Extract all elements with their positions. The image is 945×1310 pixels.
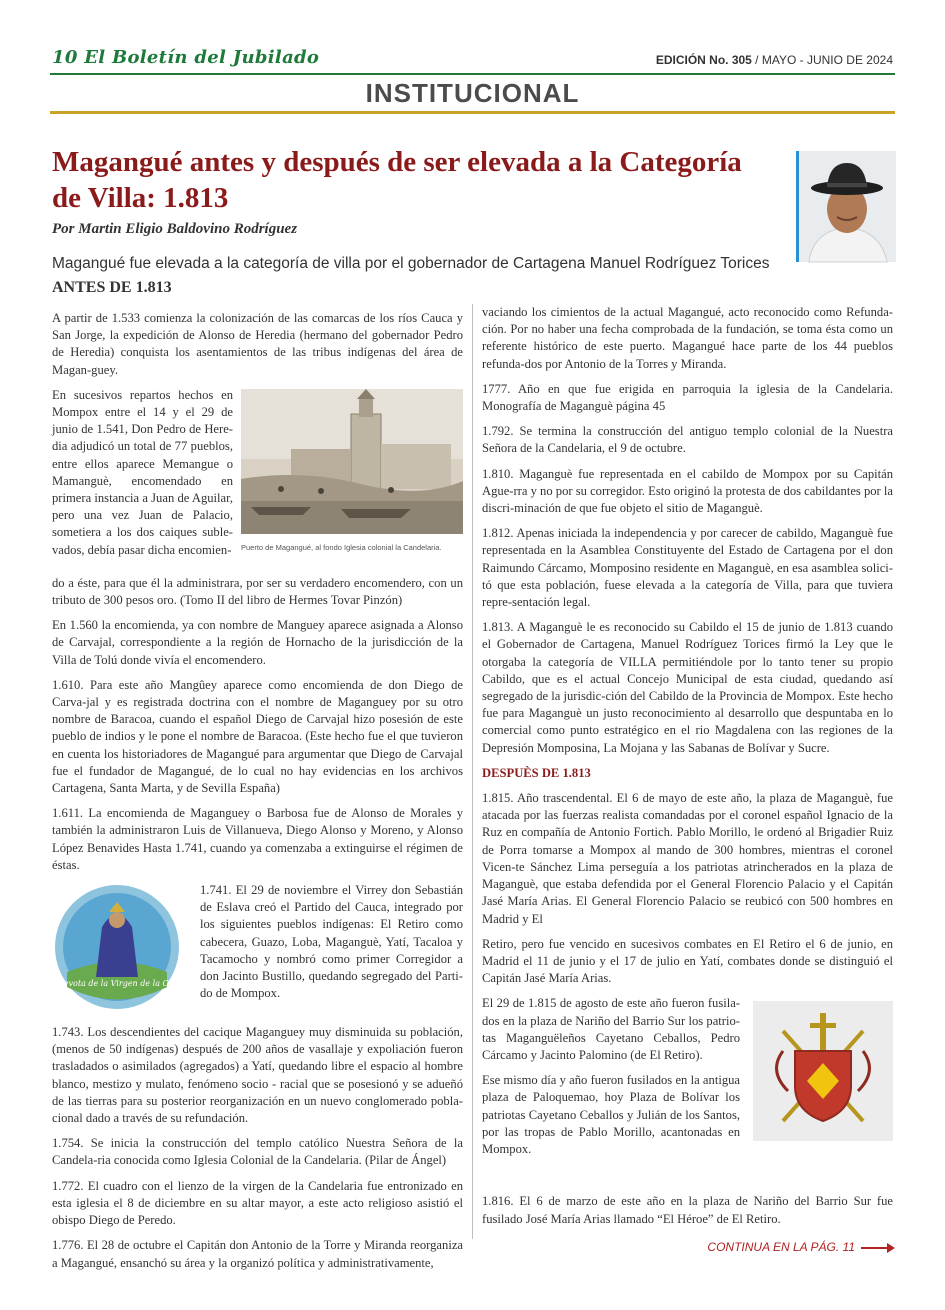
arrow-right-icon <box>861 1247 893 1249</box>
paragraph: 1.610. Para este año Mangûey aparece como encomienda de don Diego de Carva-jal y es registrada doctrina con el nombre de Maganguey por su otro nombre de Baracoa, cuando el español Diego de Carvajal hizo posesión de este pueblo de indios y le pone el nombre de Baracoa. (Este hecho fue el que tuvieron en cuenta los historiadores de Magangué para argumentar que Diego de Carvajal fue el fundador de Magangué, de lo cual no hay evidencias en los archivos Cartagena, Santa Marta, y de Sevilla España) <box>52 677 463 796</box>
paragraph: Retiro, pero fue vencido en sucesivos combates en El Retiro el 6 de junio, en Madrid el 11 de junio y el 17 de julio en Yatí, combates donde se distinguió el Capitán Jasé María Arias. <box>482 936 893 986</box>
paragraph-wrap: 1.741. El 29 de noviembre el Virrey don Sebastián de Eslava creó el Partido del Cauca, integrado por los siguientes pueblos indígenas: El Retiro como cabecera, Guazo, Loba, Maganguè, Yatí, Tacaloa y Tacamocho y nombró como primer Corregidor a don Jacinto Bustillo, quedando segregado del Parti-do de Mompox. <box>200 883 463 1001</box>
edition-date: / MAYO - JUNIO DE 2024 <box>751 53 893 67</box>
coat-of-arms-image <box>753 1001 893 1141</box>
column-divider <box>472 304 473 1239</box>
paragraph: 1.815. Año trascendental. El 6 de mayo de este año, la plaza de Maganguè, fue atacada por las fuerzas realista comandadas por el coronel español Ignacio de la Ruz en compañía de Antonio Fortich. Pablo Morillo, le ordenó al Brigadier Ruiz de Porra tomarse a Mompox al mando de 300 hombres, mientras el coronel Vicen-te Sánchez Lima perseguía a los patriotas atrincherados en la plaza de Maganguè, que estaba defendida por el General Florencio Palacio y el Capitán Jasé María Arias. El General Florencio Palacio se reubicó con 500 hombres en Madrid y El <box>482 791 893 926</box>
wrap-text <box>482 995 740 1166</box>
article-author: Por Martin Eligio Baldovino Rodríguez <box>52 221 298 237</box>
paragraph: 1.816. El 6 de marzo de este año en la plaza de Nariño del Barrio Sur fue fusilado José María Arias llamado “El Héroe” de El Retiro. <box>482 1194 893 1226</box>
paragraph: vaciando los cimientos de la actual Magangué, acto reconocido como Refunda-ción. Por no haber una fecha comprobada de la fundación, se toma ésta como un referente histórico de este puerto. Magangué hace parte de los 44 pueblos refunda-dos por Antonio de la Torres y Miranda. <box>482 305 893 371</box>
edition-info <box>656 53 893 67</box>
edition-number: EDICIÓN No. 305 <box>655 53 752 67</box>
subheading-after: DESPUÈS DE 1.813 <box>482 765 591 780</box>
virgin-seal-image <box>27 882 207 1012</box>
header-rule <box>50 73 895 75</box>
wrap-block <box>27 882 463 1016</box>
photo-caption: Puerto de Magangué, al fondo Iglesia colonial la Candelaria. <box>241 543 442 553</box>
paragraph: 1.754. Se inicia la construcción del templo católico Nuestra Señora de la Candela-ria conocida como Iglesia Colonial de la Candelaria. (Pilar de Ángel) <box>52 1136 463 1168</box>
paragraph: 1.611. La encomienda de Maganguey o Barbosa fue de Alonso de Morales y también la administraron Luis de Villanueva, Diego Alonso y Moreno, y Alonso López Benavides Hasta 1.741, cuando ya comenzaba a extinguirse el régimen de éstas. <box>52 806 463 872</box>
publication-title: 10 El Boletín del Jubilado <box>52 47 320 68</box>
paragraph: Ese mismo día y año fueron fusilados en la antigua plaza de Paloquemao, hoy Plaza de Bolívar los patriotas Cayetano Ceballos y Julián de los Santos, por las tropas de Pablo Morillo, acantonadas en Mompox. <box>482 1073 740 1156</box>
article-lead: Magangué fue elevada a la categoría de villa por el gobernador de Cartagena Manuel Rodríguez Torices <box>52 255 770 272</box>
author-photo <box>796 151 896 262</box>
paragraph: El 29 de 1.815 de agosto de este año fueron fusila-dos en la plaza de Nariño del Barrio Sur los patrio-tas Maganguëleños Cayetano Ceballos, Pedro Cárcamo y Jacinto Palomino (de El Retiro). <box>482 996 740 1062</box>
paragraph: 1777. Año en que fue erigida en parroquia la iglesia de la Candelaria. Monografía de Maganguè página 45 <box>482 381 893 414</box>
article-title: Magangué antes y después de ser elevada a la Categoría de Villa: 1.813 <box>52 146 742 214</box>
wrap-block <box>482 995 893 1185</box>
subheading-before: ANTES DE 1.813 <box>52 279 172 296</box>
column-right <box>482 304 893 1236</box>
port-photo <box>241 389 463 553</box>
continued-label: CONTINUA EN LA PÁG. 11 <box>707 1240 855 1254</box>
continued-link[interactable] <box>707 1240 893 1254</box>
section-title: INSTITUCIONAL <box>365 78 580 108</box>
paragraph-wrap: En sucesivos repartos hechos en Mompox entre el 14 y el 29 de junio de 1.541, Don Pedro de Here-dia adjudicó un total de 77 pueblos, entre ellos aparece Memangue o Mamanguè, encomendado en primera instancia a Juan de Aguilar, pero una vez Juan de Palacio, sometiera a los dos caiques suble-vados, debía pasar dicha encomien- <box>52 387 233 557</box>
paragraph: 1.812. Apenas iniciada la independencia y por carecer de cabildo, Maganguè fue representada en la Asamblea Constituyente del Estado de Cartagena por el don Raimundo Cárcamo, Momposino residente en Maganguè, en esa asamblea solici-tó que esta población, fuese elevada a la categoría de Villa, para que tuviera repre-sentación legal. <box>482 526 893 610</box>
paragraph: A partir de 1.533 comienza la colonización de las comarcas de los ríos Cauca y San Jorge, la expedición de Alonso de Heredia (hermano del gobernador Pedro de Heredia) conquista los asentamientos de las tribus indígenas del área de Magan-guey. <box>52 311 463 377</box>
paragraph: En 1.560 la encomienda, ya con nombre de Manguey aparece asignada a Alonso de Carvajal, correspondiente a la región de Hornacho de la jurisdicción de la Villa de Tolú donde vivía el encomendero. <box>52 618 463 667</box>
paragraph: 1.813. A Maganguè le es reconocido su Cabildo el 15 de junio de 1.813 cuando el Gobernador de Cartagena, Manuel Rodríguez Torices firmó la Ley que le otorgaba la categoría de VILLA permitiéndole por lo tanto tener su propio Cabildo, que es el actual Concejo Municipal de esta ciudad, quedando así segregado de la jurisdic-ción del Cabildo de la Provincia de Mompox. Este hecho fue para Maganguè un justo reconocimiento al desarrollo que despuntaba en lo comercial como punto estratégico en el rio Magdalena con las regiones de la Depresión Momposina, La Mojana y las Sabanas de Bolívar y Sucre. <box>482 620 893 755</box>
wrap-block <box>52 387 463 575</box>
paragraph: 1.772. El cuadro con el lienzo de la virgen de la Candelaria fue entronizado en esta iglesia el 8 de diciembre en su altar mayor, a este acto religioso asistió el obispo Diego de Peredo. <box>52 1178 463 1228</box>
paragraph: do a éste, para que él la administrara, por ser su verdadero encomendero, con un tributo de 300 pesos oro. (Tomo II del libro de Hermes Tovar Pinzón) <box>52 575 463 608</box>
paragraph: 1.792. Se termina la construcción del antiguo templo colonial de la Nuestra Señora de la Candelaria, el 9 de octubre. <box>482 424 893 456</box>
section-rule <box>50 111 895 114</box>
seal-label: San Pa Devota de la Virgen de la Candelaria <box>27 979 207 989</box>
paragraph: 1.743. Los descendientes del cacique Maganguey muy disminuida su población, (menos de 50 indígenas) después de 200 años de vasallaje y expoliación fueron trasladados o asimilados (agregados) a Yatí, quedando libre el espacio al hombre blanco, mestizo y mulato, fenómeno socio - racial que se posesionó y se adueñó de las tierras para su posterior reorganización en un nuevo conglomerado pobla-cional dado a través de su refundación. <box>52 1025 463 1126</box>
column-left <box>27 310 463 1280</box>
paragraph: 1.810. Maganguè fue representada en el cabildo de Mompox por su Capitán Ague-rra y no por su corregidor. Esto originó la protesta de dos cabildantes por la discri-minación de que fue objeto el sitio de Maganguè. <box>482 466 893 516</box>
paragraph: 1.776. El 28 de octubre el Capitán don Antonio de la Torre y Miranda reorganiza a Magangué, ensanchó su área y la organizó política y administrativamente, <box>52 1238 463 1270</box>
